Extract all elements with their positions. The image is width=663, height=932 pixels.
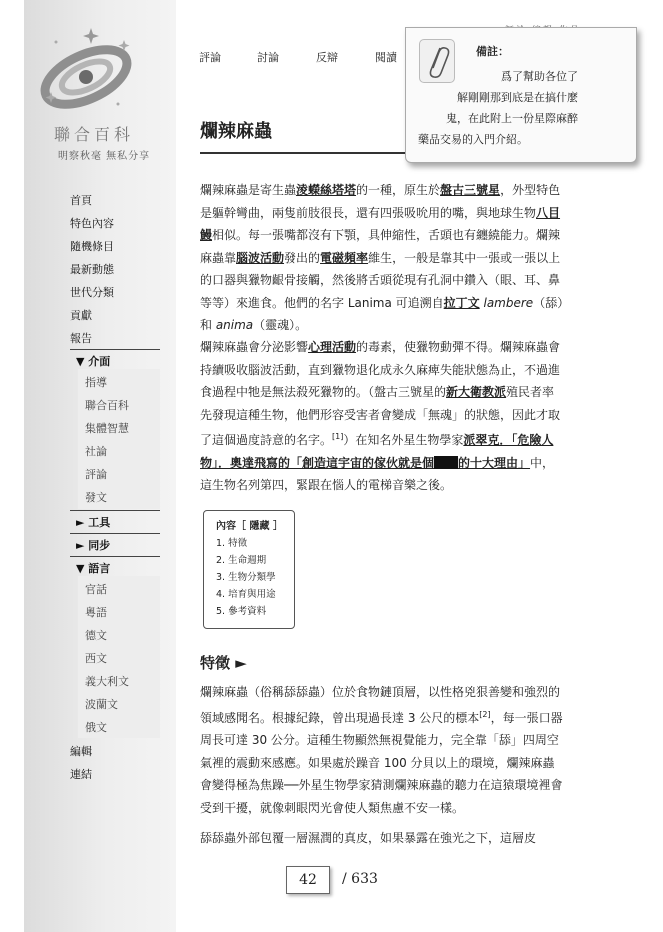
nav-featured[interactable]: 特色內容 bbox=[70, 217, 114, 230]
nav-contribute[interactable]: 貢獻 bbox=[70, 309, 92, 322]
note-text: 爲了幫助各位了 解剛剛那到底是在搞什麼 鬼，在此附上一份星際麻醉 藥品交易的入門介紹。 bbox=[418, 70, 578, 146]
nav-lang-mandarin[interactable]: 官話 bbox=[85, 583, 107, 596]
ref-2[interactable]: [2] bbox=[479, 709, 491, 719]
redaction-bar bbox=[434, 456, 458, 469]
nav-section-sync[interactable]: ► 同步 bbox=[70, 533, 160, 552]
toc-item[interactable]: 4. 培育與用途 bbox=[216, 589, 276, 600]
nav-lang-cantonese[interactable]: 粵語 bbox=[85, 606, 107, 619]
nav-lang-russian[interactable]: 俄文 bbox=[85, 721, 107, 734]
nav-home[interactable]: 首頁 bbox=[70, 194, 92, 207]
nav-lang-italian[interactable]: 義大利文 bbox=[85, 675, 129, 688]
toc-title[interactable]: 內容［ 隱藏 ］ bbox=[216, 521, 283, 532]
page-number-input[interactable]: 42 bbox=[286, 866, 330, 894]
link-parasite[interactable]: 淩蠑絲塔塔 bbox=[296, 183, 357, 197]
nav-sub-editorial[interactable]: 社論 bbox=[85, 445, 107, 458]
toc-item[interactable]: 1. 特徵 bbox=[216, 538, 248, 549]
link-new-david[interactable]: 新大衛教派 bbox=[446, 385, 507, 399]
nav-edit[interactable]: 編輯 bbox=[70, 745, 92, 758]
nav-links[interactable]: 連結 bbox=[70, 768, 92, 781]
nav-recent[interactable]: 最新動態 bbox=[70, 263, 114, 276]
note-title: 備註： bbox=[476, 45, 509, 58]
tab-discuss[interactable]: 討論 bbox=[257, 51, 279, 64]
nav-section-language[interactable]: ▼ 語言 bbox=[70, 556, 160, 575]
nav-sub-encyclopedia[interactable]: 聯合百科 bbox=[85, 399, 129, 412]
toc-item[interactable]: 2. 生命週期 bbox=[216, 555, 267, 566]
nav-report[interactable]: 報告 bbox=[70, 332, 92, 345]
link-lamprey[interactable]: 八目鰻 bbox=[200, 205, 561, 242]
ref-1[interactable]: [1] bbox=[332, 432, 344, 441]
tab-review[interactable]: 評論 bbox=[199, 51, 221, 64]
tab-rebut[interactable]: 反辯 bbox=[316, 51, 338, 64]
tab-read[interactable]: 閱讀 bbox=[375, 51, 397, 64]
link-latin[interactable]: 拉丁文 bbox=[443, 295, 480, 310]
paragraph-intro: 爛辣麻蟲是寄生蟲淩蠑絲塔塔的一種，原生於盤古三號星，外型特色是軀幹彎曲，兩隻前肢很長，還有四張吸吮用的嘴，與地球生物八目鰻相似。每一張嘴都沒有下顎，具伸縮性，舌頭也有纏繞能力。爛辣麻蟲靠腦波活動發出的電磁頻率維生，一般是靠其中一張或一張以上的口器與獵物齦骨接觸，然後將舌頭從現有孔洞中鑽入（眼、耳、鼻等等）來進食。他們的名字 Lanima 可追溯自拉丁文 lambere（舔）和 anima（靈魂）。 bbox=[200, 183, 564, 332]
toc-item[interactable]: 3. 生物分類學 bbox=[216, 572, 276, 583]
brand-name: 聯合百科 bbox=[54, 125, 135, 144]
link-patrick[interactable]: 派翠克．「危險人物」．奧達飛寫的「創造這宇宙的傢伙就是個 bbox=[200, 433, 554, 470]
paragraph-skin: 舔舔蟲外部包覆一層濕潤的真皮，如果暴露在強光之下，這層皮 bbox=[200, 831, 537, 845]
nav-sub-collective[interactable]: 集體智慧 bbox=[85, 422, 129, 435]
nav-lang-german[interactable]: 德文 bbox=[85, 629, 107, 642]
nav-lang-spanish[interactable]: 西文 bbox=[85, 652, 107, 665]
link-psyche[interactable]: 心理活動 bbox=[308, 340, 357, 354]
paragraph-toxin: 爛辣麻蟲會分泌影響心理活動的毒素，使獵物動彈不得。爛辣麻蟲會持續吸收腦波活動，直到獵物退化成永久麻痺失能狀態為止，不過進食過程中牠是無法殺死獵物的。（盤古三號星的新大衛教派殖民者率先發現這種生物，他們形容受害者會變成「無魂」的狀態，因此才取了這個過度詩意的名字。[1]）在知名外星生物學家派翠克．「危險人物」．奧達飛寫的「創造這宇宙的傢伙就是個 的十大理由」中，這生物名列第四，緊跟在惱人的電梯音樂之後。 bbox=[200, 340, 561, 492]
table-of-contents bbox=[203, 510, 295, 629]
paragraph-features: 爛辣麻蟲（俗稱舔舔蟲）位於食物鏈頂層，以性格兇狠善變和強烈的領域感聞名。根據紀錄，曾出現過長達 3 公尺的標本[2]，每一張口器周長可達 30 公分。這種生物顯然無視覺能力，完全靠「舔」四周空氣裡的震動來感應。如果處於躁音 100 分貝以上的環境，爛辣麻蟲會變得極為焦躁──外星生物學家猜測爛辣麻蟲的聽力在這猿環境裡會受到干擾，就像刺眼閃光會使人類焦慮不安一樣。 bbox=[200, 685, 563, 815]
nav-sub-guide[interactable]: 指導 bbox=[85, 376, 107, 389]
nav-section-interface[interactable]: ▼ 介面 bbox=[70, 349, 160, 368]
note-popup bbox=[405, 27, 637, 163]
link-em-frequency[interactable]: 電磁頻率 bbox=[320, 250, 369, 265]
nav-lang-polish[interactable]: 波蘭文 bbox=[85, 698, 118, 711]
nav-categories[interactable]: 世代分類 bbox=[70, 286, 114, 299]
link-pangu-3[interactable]: 盤古三號星 bbox=[440, 183, 501, 197]
link-top-ten[interactable]: 的十大理由」 bbox=[458, 455, 531, 470]
galaxy-logo-icon bbox=[36, 22, 136, 118]
nav-random[interactable]: 隨機條目 bbox=[70, 240, 114, 253]
nav-sub-review[interactable]: 評論 bbox=[85, 468, 107, 481]
page-title: 爛辣麻蟲 bbox=[200, 121, 272, 142]
brand-slogan: 明察秋毫 無私分享 bbox=[58, 151, 151, 162]
link-brainwave[interactable]: 腦波活動 bbox=[236, 250, 285, 265]
nav-sub-post[interactable]: 發文 bbox=[85, 491, 107, 504]
toc-item[interactable]: 5. 參考資料 bbox=[216, 606, 267, 617]
section-heading: 特徵 ► bbox=[200, 654, 247, 672]
interface-list-bg bbox=[78, 369, 160, 509]
nav-section-tools[interactable]: ► 工具 bbox=[70, 510, 160, 529]
page-total: / 633 bbox=[342, 871, 378, 887]
